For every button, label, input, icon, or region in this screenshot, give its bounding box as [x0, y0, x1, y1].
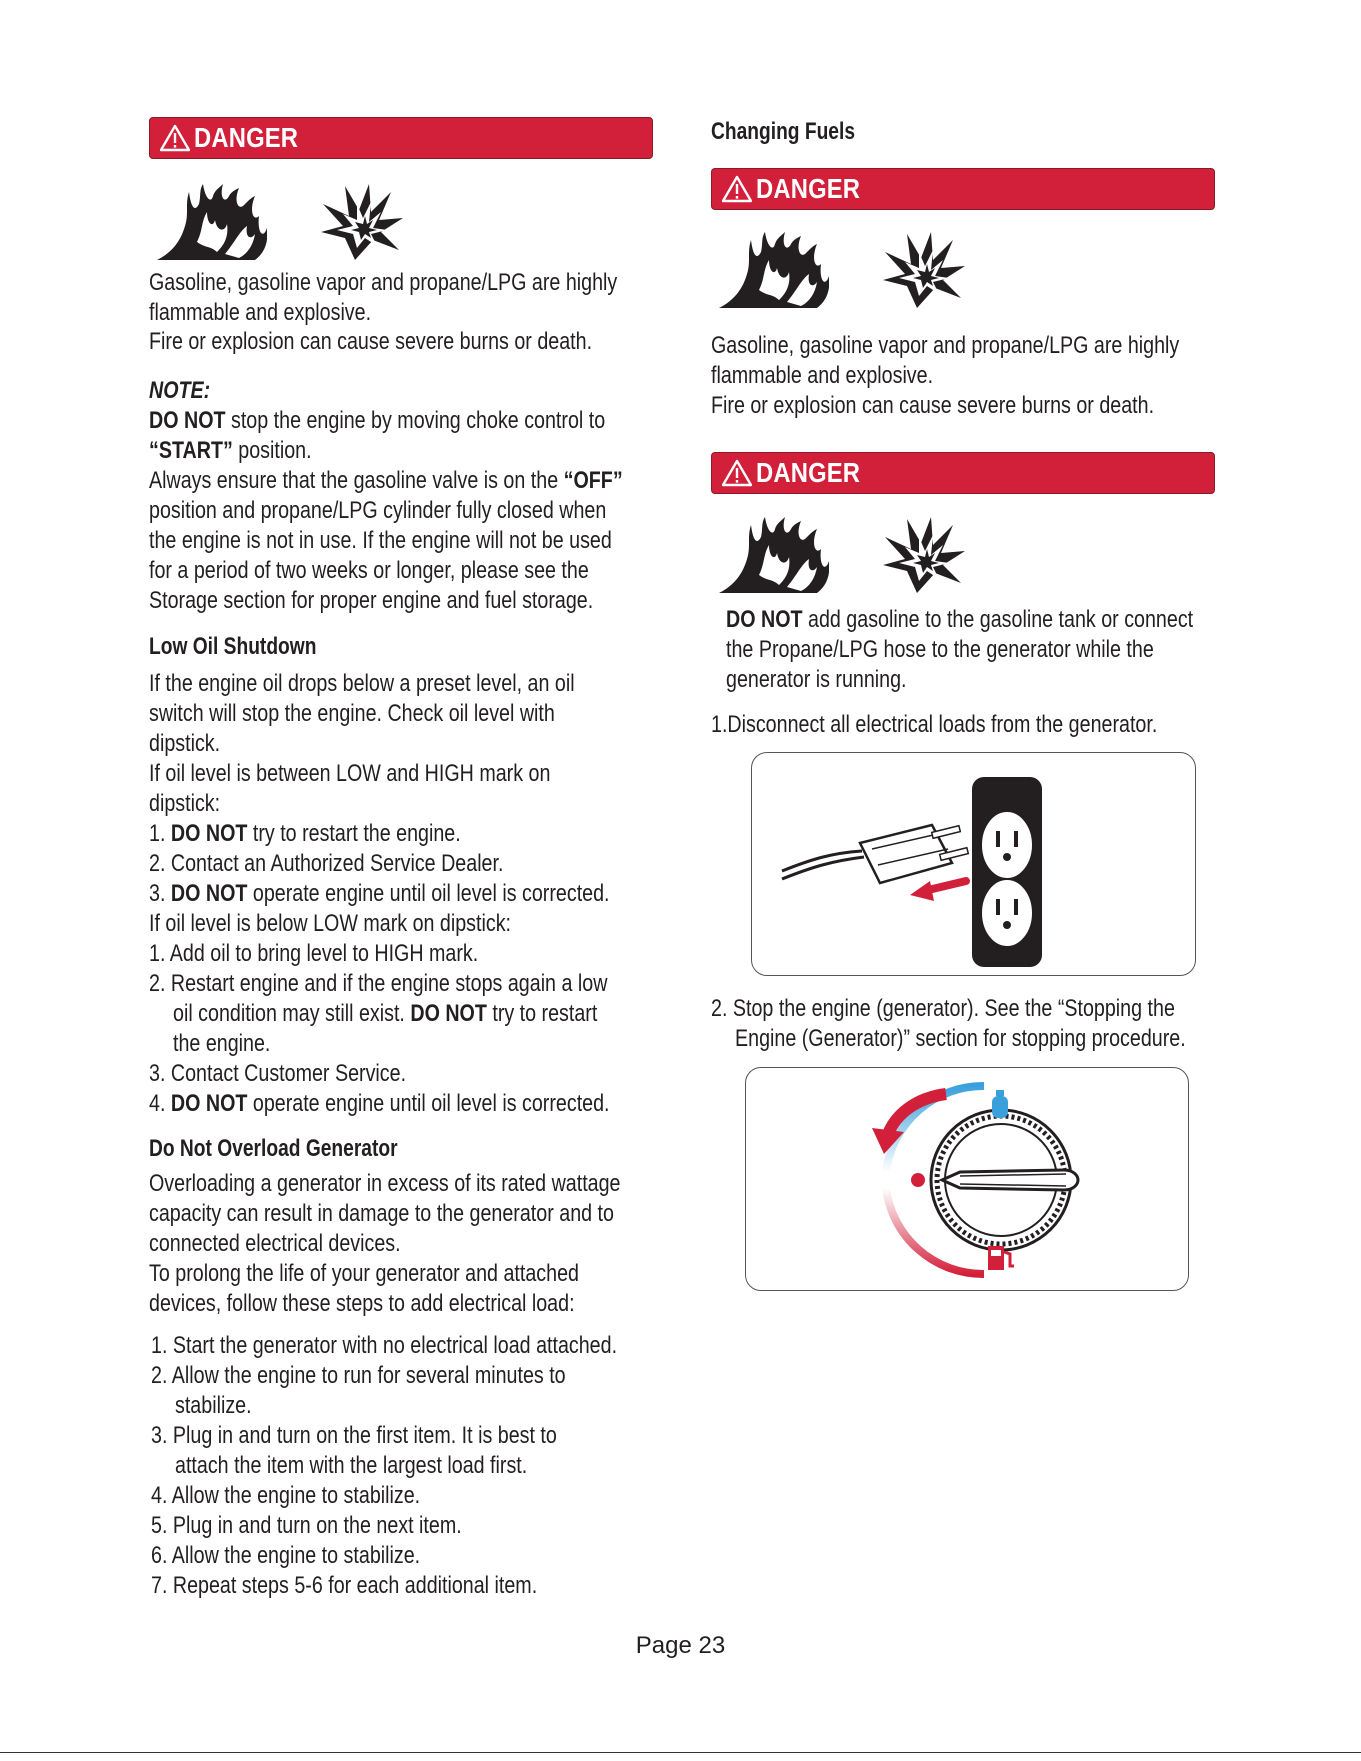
- hazard-text-line: Gasoline, gasoline vapor and propane/LPG are highly: [149, 269, 618, 296]
- low-oil-text: If oil level is between LOW and HIGH mark on: [149, 760, 551, 787]
- hazard-text-line: flammable and explosive.: [711, 362, 934, 389]
- warning-line: generator is running.: [726, 666, 907, 693]
- step-item: 5. Plug in and turn on the next item.: [151, 1512, 462, 1539]
- low-oil-text: switch will stop the engine. Check oil level with: [149, 700, 555, 727]
- danger-label: DANGER: [756, 173, 861, 204]
- hazard-pictograms: [155, 182, 415, 262]
- unplug-illustration: [751, 752, 1196, 976]
- list-item: 3. DO NOT operate engine until oil level is corrected.: [149, 880, 610, 907]
- warning-line: DO NOT add gasoline to the gasoline tank or connect: [726, 606, 1194, 633]
- list-item: 3. Contact Customer Service.: [149, 1060, 407, 1087]
- explosion-icon: [315, 182, 405, 262]
- warning-triangle-icon: [722, 175, 752, 203]
- overload-text: Overloading a generator in excess of its rated wattage: [149, 1170, 621, 1197]
- list-item: 1. Add oil to bring level to HIGH mark.: [149, 940, 479, 967]
- step-item: 7. Repeat steps 5-6 for each additional item.: [151, 1572, 538, 1599]
- fire-icon: [155, 182, 267, 262]
- list-item: 2. Restart engine and if the engine stops again a low: [149, 970, 608, 997]
- explosion-icon: [877, 515, 967, 595]
- list-item: 2. Contact an Authorized Service Dealer.: [149, 850, 504, 877]
- warning-triangle-icon: [160, 124, 190, 152]
- explosion-icon: [877, 230, 967, 310]
- overload-heading: Do Not Overload Generator: [149, 1135, 398, 1162]
- note-line: DO NOT stop the engine by moving choke control to: [149, 407, 606, 434]
- overload-text: connected electrical devices.: [149, 1230, 401, 1257]
- list-item: oil condition may still exist. DO NOT try to restart: [173, 1000, 598, 1027]
- step-item: attach the item with the largest load first.: [175, 1452, 528, 1479]
- overload-text: To prolong the life of your generator and attached: [149, 1260, 579, 1287]
- danger-banner: [711, 452, 1215, 494]
- fuel-selector-illustration: [745, 1067, 1189, 1291]
- list-item: 4. DO NOT operate engine until oil level is corrected.: [149, 1090, 610, 1117]
- fire-icon: [717, 515, 829, 595]
- step-item: 4. Allow the engine to stabilize.: [151, 1482, 421, 1509]
- list-item: 1. DO NOT try to restart the engine.: [149, 820, 461, 847]
- page-number: Page 23: [635, 1632, 726, 1659]
- note-line: for a period of two weeks or longer, please see the: [149, 557, 589, 584]
- low-oil-text: If oil level is below LOW mark on dipstick:: [149, 910, 512, 937]
- list-item: the engine.: [173, 1030, 271, 1057]
- hazard-text-line: Fire or explosion can cause severe burns or death.: [711, 392, 1155, 419]
- low-oil-heading: Low Oil Shutdown: [149, 633, 317, 660]
- danger-label: DANGER: [756, 457, 861, 488]
- step-item: 1. Start the generator with no electrical load attached.: [151, 1332, 618, 1359]
- note-label: NOTE:: [149, 377, 211, 404]
- hazard-text-line: Gasoline, gasoline vapor and propane/LPG are highly: [711, 332, 1180, 359]
- note-line: Always ensure that the gasoline valve is on the “OFF”: [149, 467, 623, 494]
- step-item: 1.Disconnect all electrical loads from the generator.: [711, 711, 1158, 738]
- hazard-pictograms: [717, 230, 977, 310]
- step-item: 3. Plug in and turn on the first item. It is best to: [151, 1422, 557, 1449]
- warning-triangle-icon: [722, 459, 752, 487]
- hazard-pictograms: [717, 515, 977, 595]
- note-line: position and propane/LPG cylinder fully closed when: [149, 497, 607, 524]
- fuel-selector-dial: [746, 1068, 1189, 1291]
- danger-label: DANGER: [194, 122, 299, 153]
- note-line: the engine is not in use. If the engine will not be used: [149, 527, 612, 554]
- note-line: “START” position.: [149, 437, 312, 464]
- danger-banner: [711, 168, 1215, 210]
- fire-icon: [717, 230, 829, 310]
- hazard-text-line: Fire or explosion can cause severe burns or death.: [149, 328, 593, 355]
- page-bottom-rule: [0, 1752, 1361, 1753]
- note-line: Storage section for proper engine and fuel storage.: [149, 587, 594, 614]
- low-oil-text: dipstick:: [149, 790, 221, 817]
- low-oil-text: If the engine oil drops below a preset level, an oil: [149, 670, 575, 697]
- step-item: stabilize.: [175, 1392, 252, 1419]
- outlet-plug-drawing: [752, 753, 1196, 976]
- overload-text: capacity can result in damage to the generator and to: [149, 1200, 614, 1227]
- step-item: 6. Allow the engine to stabilize.: [151, 1542, 421, 1569]
- danger-banner: [149, 117, 653, 159]
- step-item: 2. Allow the engine to run for several minutes to: [151, 1362, 566, 1389]
- changing-fuels-heading: Changing Fuels: [711, 118, 855, 145]
- step-item: Engine (Generator)” section for stopping procedure.: [735, 1025, 1186, 1052]
- step-item: 2. Stop the engine (generator). See the “Stopping the: [711, 995, 1175, 1022]
- hazard-text-line: flammable and explosive.: [149, 299, 372, 326]
- overload-text: devices, follow these steps to add electrical load:: [149, 1290, 575, 1317]
- warning-line: the Propane/LPG hose to the generator while the: [726, 636, 1154, 663]
- low-oil-text: dipstick.: [149, 730, 221, 757]
- propane-cylinder-icon: [992, 1090, 1008, 1118]
